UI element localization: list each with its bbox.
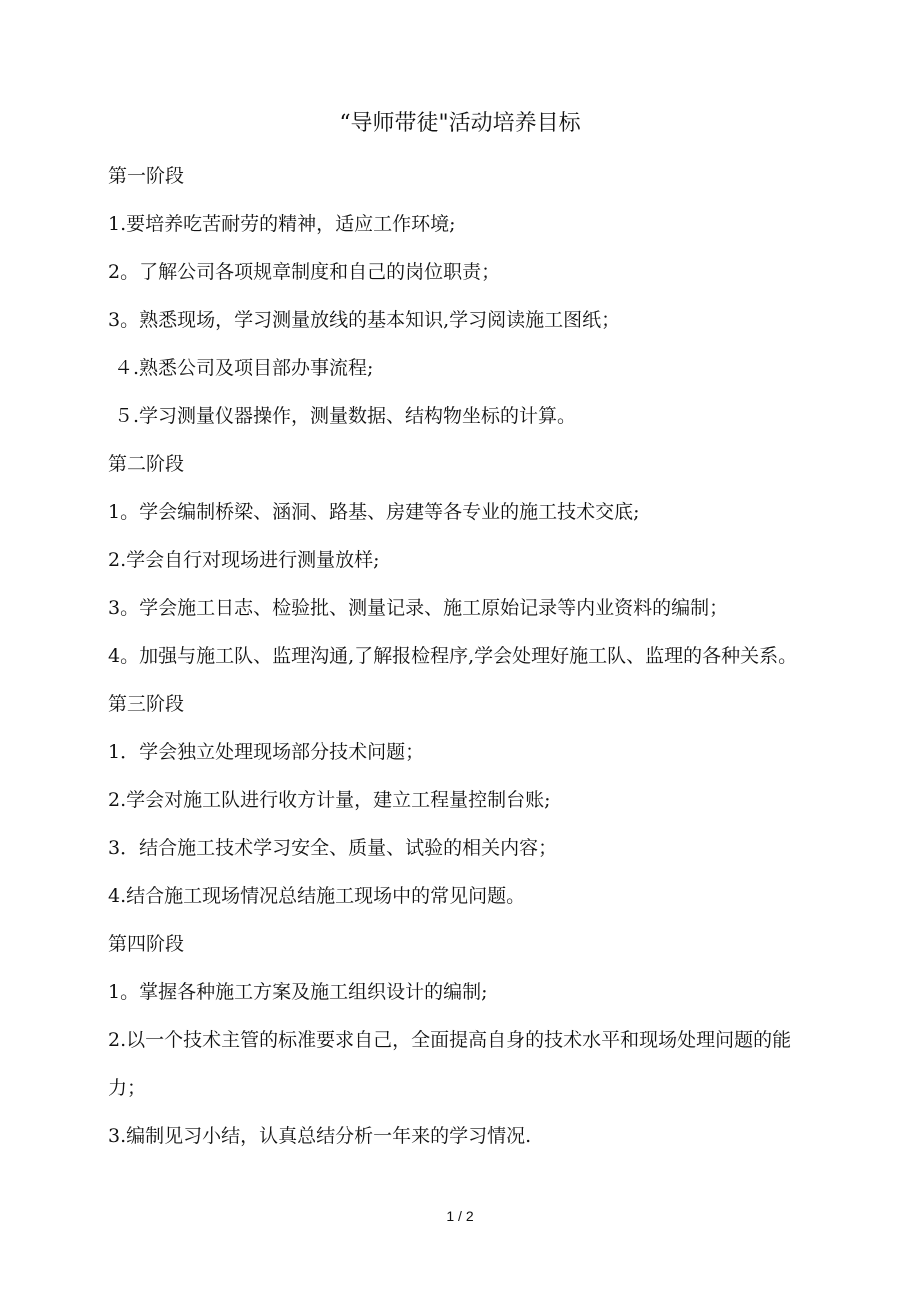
page-number: 1 / 2 (446, 1208, 474, 1224)
stage-2-item-4: 4。加强与施工队、监理沟通,了解报检程序,学会处理好施工队、监理的各种关系。 (108, 645, 798, 667)
stage-4-item-3: 3.编制见习小结，认真总结分析一年来的学习情况. (108, 1125, 532, 1147)
stage-4-item-1: 1。掌握各种施工方案及施工组织设计的编制; (108, 981, 488, 1003)
stage-3-item-4: 4.结合施工现场情况总结施工现场中的常见问题。 (108, 885, 526, 907)
stage-3-item-2: 2.学会对施工队进行收方计量，建立工程量控制台账; (108, 789, 551, 811)
stage-3-item-3: 3．结合施工技术学习安全、质量、试验的相关内容； (108, 837, 558, 859)
stage-4-item-2: 2.以一个技术主管的标准要求自己，全面提高自身的技术水平和现场处理问题的能力； (108, 1029, 792, 1099)
stage-1-heading: 第一阶段 (108, 165, 185, 187)
stage-4-heading: 第四阶段 (108, 933, 185, 955)
stage-1-item-1: 1.要培养吃苦耐劳的精神，适应工作环境; (108, 213, 456, 235)
document-body (108, 152, 828, 1160)
stage-2-item-2: 2.学会自行对现场进行测量放样; (108, 549, 380, 571)
stage-1-item-3: 3。熟悉现场，学习测量放线的基本知识,学习阅读施工图纸； (108, 309, 621, 331)
stage-2-heading: 第二阶段 (108, 453, 185, 475)
stage-1-item-5: ５.学习测量仪器操作，测量数据、结构物坐标的计算。 (114, 405, 577, 427)
document-title: “导师带徒"活动培养目标 (339, 111, 581, 136)
stage-1-item-2: 2。了解公司各项规章制度和自己的岗位职责； (108, 261, 501, 283)
stage-2-item-3: 3。学会施工日志、检验批、测量记录、施工原始记录等内业资料的编制； (108, 597, 729, 619)
stage-2-item-1: 1。学会编制桥梁、涵洞、路基、房建等各专业的施工技术交底; (108, 501, 640, 523)
stage-3-heading: 第三阶段 (108, 693, 185, 715)
stage-3-item-1: 1．学会独立处理现场部分技术问题； (108, 741, 425, 763)
stage-1-item-4: ４.熟悉公司及项目部办事流程; (114, 357, 374, 379)
